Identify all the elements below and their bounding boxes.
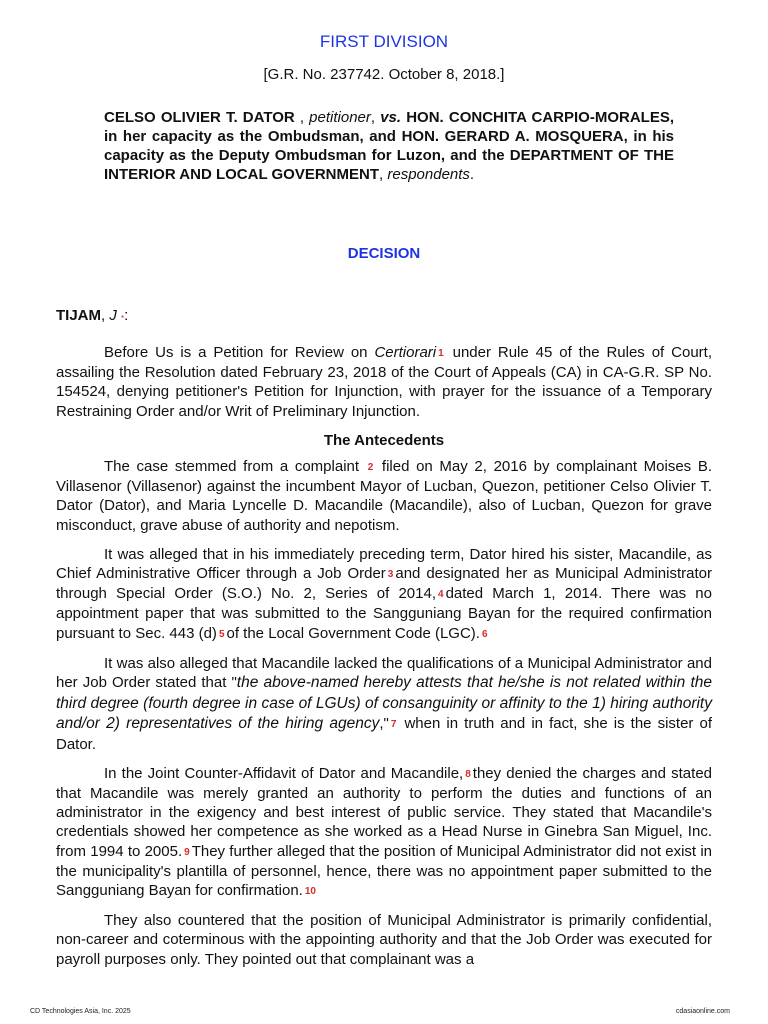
footnote-link-7[interactable]: 7	[390, 719, 397, 731]
paragraph-6: They also countered that the position of Municipal Administrator is primarily confidential, non-career and coterminous with the appointing authority and that the Job Order was executed for payroll purposes only. They pointed out that complainant was a	[56, 912, 712, 968]
respondents-role: respondents	[387, 166, 470, 183]
case-parties: CELSO OLIVIER T. DATOR , petitioner, vs. HON. CONCHITA CARPIO-MORALES, in her capacity as the Ombudsman, and HON. GERARD A. MOSQUERA, in his capacity as the Deputy Ombudsman for Luzon, and the DEPARTMENT OF THE INTERIOR AND LOCAL GOVERNMENT, respondents.	[104, 109, 674, 183]
petitioner-role: petitioner	[309, 109, 371, 126]
paragraph-4: It was also alleged that Macandile lacked the qualifications of a Municipal Administrator and her Job Order stated that "the above-named hereby attests that he/she is not related within the third degree (fourth degree in case of LGUs) of consanguinity or affinity to the 1) hiring authority and/or 2) representatives of the hiring agency," 7 when in truth and in fact, she is the sister of Dator.	[56, 654, 712, 753]
paragraph-1: Before Us is a Petition for Review on Certiorari 1 under Rule 45 of the Rules of Court, assailing the Resolution dated February 23, 2018 of the Court of Appeals (CA) in CA-G.R. SP No. 154524, denying petitioner's Petition for Injunction, with prayer for the issuance of a Temporary Restraining Order and/or Writ of Preliminary Injunction.	[56, 344, 712, 420]
ponente-name: TIJAM	[56, 307, 101, 324]
ponente-mark[interactable]: *	[121, 314, 125, 323]
footnote-link-8[interactable]: 8	[465, 768, 471, 780]
decision-body	[56, 343, 712, 979]
ponente: TIJAM, J *:	[56, 307, 129, 324]
paragraph-5: In the Joint Counter-Affidavit of Dator and Macandile, 8 they denied the charges and stated that Macandile was merely granted an authority to perform the duties and functions of an administrator in the exigency and best interest of public service. They stated that Macandile's credentials showed her competence as she worked as a Head Nurse in Ginebra San Miguel, Inc. from 1994 to 2005. 9 They further alleged that the position of Municipal Administrator did not exist in the municipality's plantilla of personnel, hence, there was no appointment paper submitted to the Sangguniang Bayan for confirmation. 10	[56, 764, 713, 899]
footnote-link-10[interactable]: 10	[304, 885, 316, 897]
footnote-link-3[interactable]: 3	[387, 569, 394, 581]
case-number: [G.R. No. 237742. October 8, 2018.]	[263, 66, 505, 83]
antecedents-heading: The Antecedents	[323, 431, 445, 449]
paragraph-3: It was alleged that in his immediately preceding term, Dator hired his sister, Macandile, as Chief Administrative Officer through a Job Order 3 and designated her as Municipal Administrator through Special Order (S.O.) No. 2, Series of 2014, 4 dated March 1, 2014. There was no appointment paper that was submitted to the Sangguniang Bayan for the required confirmation pursuant to Sec. 443 (d) 5 of the Local Government Code (LGC). 6	[56, 545, 712, 642]
footnote-link-5[interactable]: 5	[218, 628, 225, 640]
footnote-link-6[interactable]: 6	[481, 628, 488, 640]
versus: vs.	[380, 109, 402, 126]
petitioner-name: CELSO OLIVIER T. DATOR	[104, 109, 295, 126]
footnote-link-4[interactable]: 4	[438, 589, 444, 601]
footnote-link-2[interactable]: 2	[367, 462, 374, 474]
decision-heading: DECISION	[347, 245, 421, 262]
footnote-link-9[interactable]: 9	[184, 846, 190, 858]
footer-site: cdasiaonline.com	[675, 1008, 730, 1015]
respondents-names: HON. CONCHITA CARPIO-MORALES, in her capacity as the Ombudsman, and HON. GERARD A. MOSQUERA, in his capacity as the Deputy Ombudsman for Luzon, and the DEPARTMENT OF THE INTERIOR AND LOCAL GOVERNMENT	[104, 109, 674, 183]
division-heading: FIRST DIVISION	[319, 32, 449, 51]
paragraph-2: The case stemmed from a complaint 2 filed on May 2, 2016 by complainant Moises B. Villasenor (Villasenor) against the incumbent Mayor of Lucban, Quezon, petitioner Celso Olivier T. Dator (Dator), and Maria Lyncelle D. Macandile (Macandile), also of Lucban, Quezon for grave misconduct, grave abuse of authority and nepotism.	[56, 458, 712, 534]
ponente-title: J	[109, 307, 117, 324]
footnote-link-1[interactable]: 1	[438, 348, 444, 359]
footer-copyright: CD Technologies Asia, Inc. 2025	[30, 1008, 131, 1015]
